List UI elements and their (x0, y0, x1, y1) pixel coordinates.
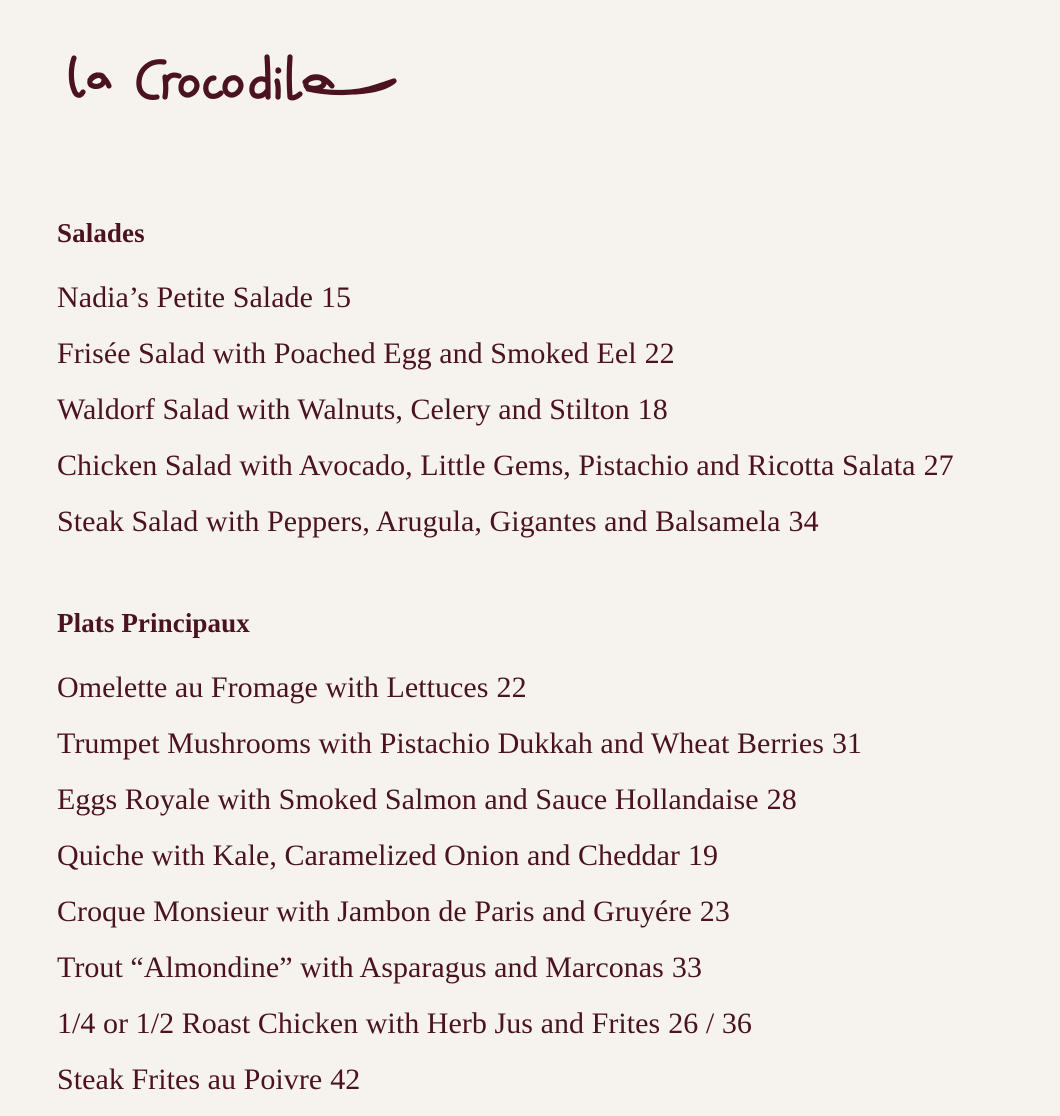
menu-item-name: Trumpet Mushrooms with Pistachio Dukkah and Wheat Berries (57, 727, 824, 760)
menu-item (57, 772, 1047, 828)
menu-item (57, 494, 1047, 550)
menu-item-price: 28 (766, 783, 797, 816)
menu-item (57, 828, 1047, 884)
menu-item-name: Chicken Salad with Avocado, Little Gems, Pistachio and Ricotta Salata (57, 449, 916, 482)
menu-item (57, 940, 1047, 996)
menu-item (57, 270, 1047, 326)
menu-item-price: 42 (330, 1063, 361, 1096)
menu-item-price: 15 (320, 281, 352, 314)
section-title-salades: Salades (57, 218, 145, 248)
menu-item-name: Omelette au Fromage with Lettuces (57, 671, 489, 704)
menu-item (57, 716, 1047, 772)
menu-item-price: 33 (671, 951, 702, 984)
section-salades (57, 214, 1047, 550)
menu-item (57, 438, 1047, 494)
menu-item-name: Steak Frites au Poivre (57, 1063, 323, 1096)
menu-item (57, 1052, 1047, 1108)
section-title-plats-principaux: Plats Principaux (57, 608, 250, 638)
menu-item-price: 18 (637, 393, 668, 426)
menu-item-name: Croque Monsieur with Jambon de Paris and Gruyére (57, 895, 692, 928)
menu-item-name: Trout “Almondine” with Asparagus and Marconas (57, 951, 664, 984)
menu-item-price: 26 / 36 (668, 1007, 752, 1040)
menu-item-price: 31 (831, 727, 863, 760)
menu-item-price: 27 (923, 449, 954, 482)
menu-content (57, 214, 1047, 1108)
salades-list (57, 270, 1047, 550)
logo-handwritten-mark (62, 42, 442, 118)
section-plats-principaux (57, 604, 1047, 1108)
plats-principaux-list (57, 660, 1047, 1108)
menu-item-price: 19 (687, 839, 719, 872)
menu-item (57, 996, 1047, 1052)
menu-item-name: Nadia’s Petite Salade (57, 281, 313, 314)
menu-item-name: Steak Salad with Peppers, Arugula, Gigantes and Balsamela (57, 505, 781, 538)
menu-item (57, 660, 1047, 716)
menu-item-price: 23 (699, 895, 730, 928)
menu-item-name: Frisée Salad with Poached Egg and Smoked Eel (57, 337, 637, 370)
menu-item-price: 22 (644, 337, 675, 370)
menu-item-name: Waldorf Salad with Walnuts, Celery and Stilton (57, 393, 630, 426)
menu-item (57, 382, 1047, 438)
menu-item-name: Quiche with Kale, Caramelized Onion and Cheddar (57, 839, 680, 872)
restaurant-logo (62, 42, 442, 118)
menu-item-price: 34 (788, 505, 819, 538)
menu-item (57, 326, 1047, 382)
menu-item-price: 22 (496, 671, 527, 704)
menu-item-name: Eggs Royale with Smoked Salmon and Sauce Hollandaise (57, 783, 759, 816)
menu-item (57, 884, 1047, 940)
menu-item-name: 1/4 or 1/2 Roast Chicken with Herb Jus and Frites (57, 1007, 661, 1040)
